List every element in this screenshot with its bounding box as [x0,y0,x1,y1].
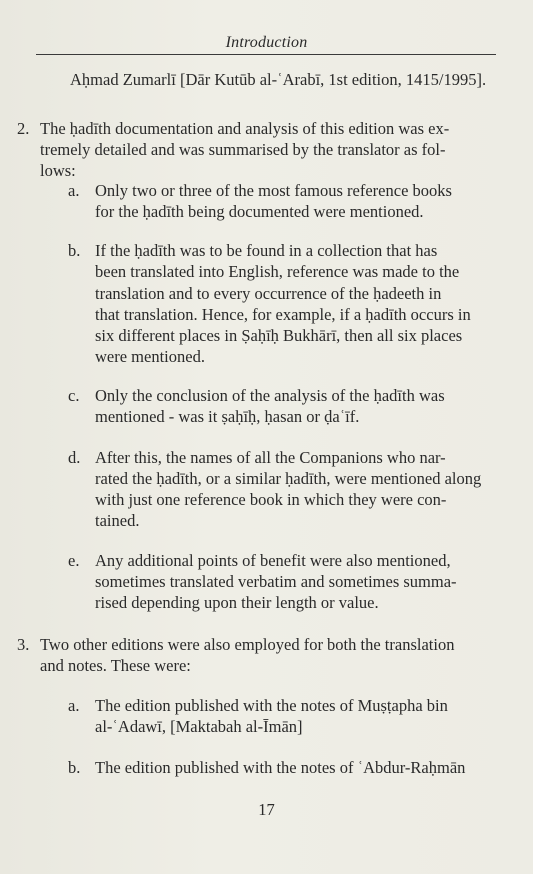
item-3b-line: The edition published with the notes of ʿAbdur-Raḥmān [95,758,466,777]
item-2e-line: sometimes translated verbatim and sometimes summa- [95,572,457,591]
item-2a-label: a. [68,181,80,200]
header-rule [36,54,496,55]
item-2c-line: Only the conclusion of the analysis of the ḥadīth was [95,386,445,405]
item-2b-line: that translation. Hence, for example, if a ḥadīth occurs in [95,305,471,324]
item-2-line: tremely detailed and was summarised by the translator as fol- [40,140,446,159]
item-3a-label: a. [68,696,80,715]
item-2d-line: After this, the names of all the Companions who nar- [95,448,446,467]
running-head: Introduction [225,34,308,51]
item-2b-line: six different places in Ṣaḥīḥ Bukhārī, then all six places [95,326,463,345]
item-3-number: 3. [17,635,30,654]
item-2d-label: d. [68,448,81,467]
item-3-line: Two other editions were also employed for both the translation [40,635,455,654]
intro-line: Aḥmad Zumarlī [Dār Kutūb al-ʿArabī, 1st edition, 1415/1995]. [70,70,487,89]
item-2e-line: Any additional points of benefit were also mentioned, [95,551,451,570]
item-2e-line: rised depending upon their length or value. [95,593,379,612]
item-3a-line: al-ʿAdawī, [Maktabah al-Īmān] [95,717,303,736]
item-2-line: lows: [40,161,76,180]
item-3b-label: b. [68,758,81,777]
item-2b-line: were mentioned. [95,347,205,366]
item-2-number: 2. [17,119,30,138]
item-3a-line: The edition published with the notes of Muṣṭapha bin [95,696,448,715]
item-2b-label: b. [68,241,81,260]
item-2-line: The ḥadīth documentation and analysis of this edition was ex- [40,119,450,138]
item-2a-line: for the ḥadīth being documented were mentioned. [95,202,424,221]
page-number: 17 [258,800,275,819]
item-2c-label: c. [68,386,80,405]
item-2a-line: Only two or three of the most famous reference books [95,181,452,200]
item-3-line: and notes. These were: [40,656,191,675]
item-2b-line: been translated into English, reference was made to the [95,262,460,281]
item-2d-line: with just one reference book in which they were con- [95,490,447,509]
item-2d-line: rated the ḥadīth, or a similar ḥadīth, were mentioned along [95,469,482,488]
item-2b-line: translation and to every occurrence of the ḥadeeth in [95,284,442,303]
item-2c-line: mentioned - was it ṣaḥīḥ, ḥasan or ḍaʿīf. [95,407,360,426]
item-2b-line: If the ḥadīth was to be found in a collection that has [95,241,438,260]
item-2e-label: e. [68,551,80,570]
item-2d-line: tained. [95,511,140,530]
